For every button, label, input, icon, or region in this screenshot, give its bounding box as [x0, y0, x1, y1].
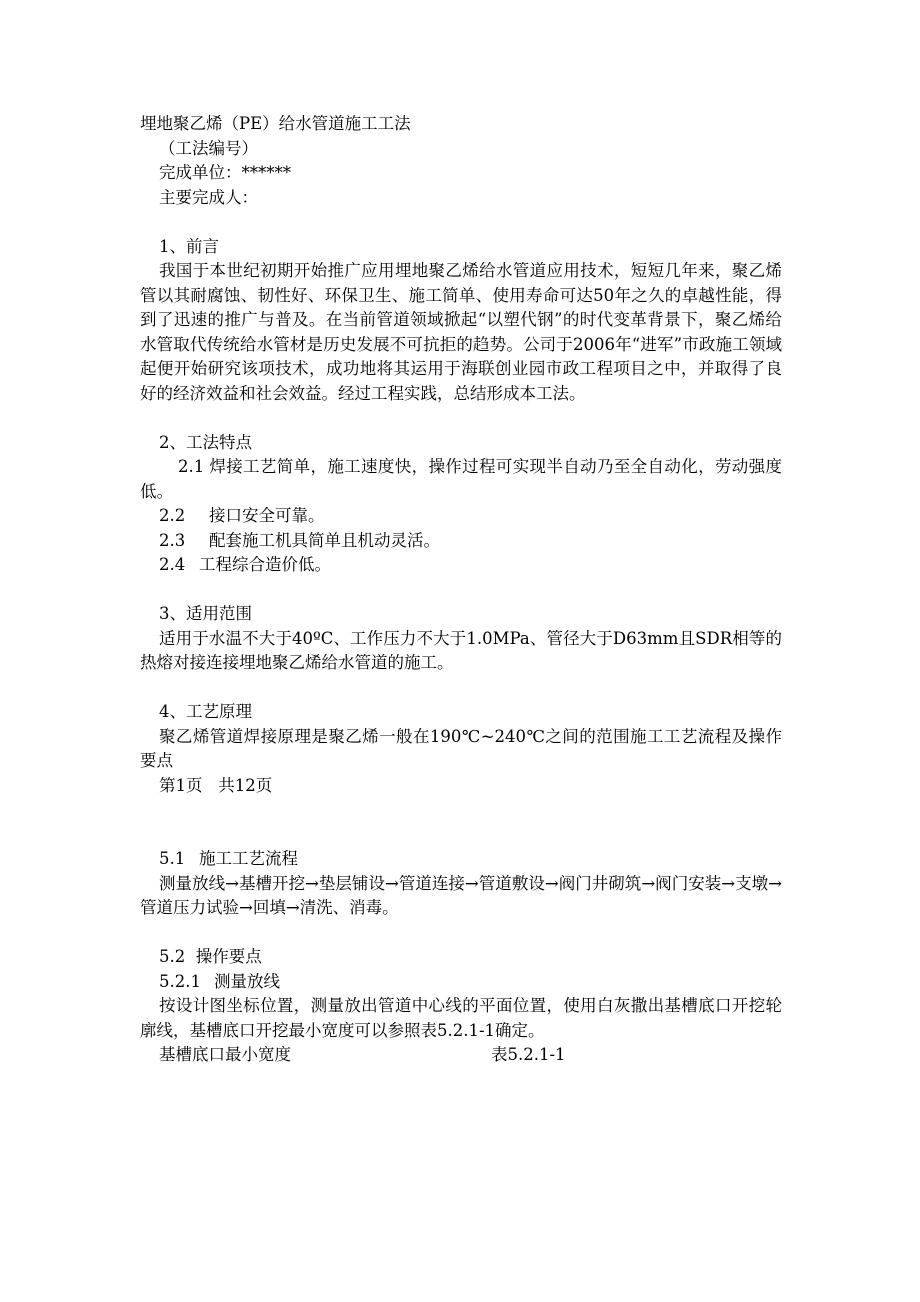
item-text: 配套施工机具简单且机动灵活。 — [209, 530, 440, 550]
section-3-paragraph: 适用于水温不大于40ºC、工作压力不大于1.0MPa、管径大于D63mm且SDR相等的热熔对接连接埋地聚乙烯给水管道的施工。 — [140, 628, 782, 672]
spacer — [140, 676, 782, 701]
section-2-item-4 — [140, 553, 782, 578]
doc-unit: 完成单位：****** — [159, 163, 291, 182]
section-4-heading: 4、工艺原理 — [159, 702, 252, 721]
section-4-paragraph: 聚乙烯管道焊接原理是聚乙烯一般在190℃~240℃之间的范围施工工艺流程及操作要点 — [140, 726, 782, 770]
section-3-heading: 3、适用范围 — [159, 604, 252, 623]
item-number: 2.1 — [178, 457, 205, 476]
section-5-1-heading — [140, 847, 782, 872]
section-5-1-paragraph: 测量放线→基槽开挖→垫层铺设→管道连接→管道敷设→阀门井砌筑→阀门安装→支墩→管道压力试验→回填→清洗、消毒。 — [140, 873, 782, 917]
spacer — [140, 578, 782, 603]
spacer — [140, 210, 782, 235]
section-2-item-2 — [140, 504, 782, 529]
item-number: 2.4 — [159, 555, 186, 574]
section-title: 测量放线 — [214, 971, 280, 991]
section-5-2-1-paragraph: 按设计图坐标位置，测量放出管道中心线的平面位置，使用白灰撒出基槽底口开挖轮廓线，基槽底口开挖最小宽度可以参照表5.2.1-1确定。 — [140, 996, 782, 1040]
table-caption — [140, 1043, 782, 1068]
table-number: 表5.2.1-1 — [491, 1045, 566, 1064]
section-title: 施工工艺流程 — [199, 849, 298, 868]
section-1-paragraph: 我国于本世纪初期开始推广应用埋地聚乙烯给水管道应用技术，短短几年来，聚乙烯管以其耐腐蚀、韧性好、环保卫生、施工简单、使用寿命可达50年之久的卓越性能，得到了迅速的推广与普及。在当前管道领域掀起“以塑代钢”的时代变革背景下，聚乙烯给水管取代传统给水管材是历史发展不可抗拒的趋势。公司于2006年“进军”市政施工领域起便开始研究该项技术，成功地将其运用于海联创业园市政工程项目之中，并取得了良好的经济效益和社会效益。经过工程实践，总结形成本工法。 — [140, 261, 782, 403]
section-2-item-1 — [140, 455, 782, 504]
item-number: 2.2 — [159, 506, 186, 525]
table-title: 基槽底口最小宽度 — [159, 1045, 291, 1064]
spacer — [140, 921, 782, 946]
section-1-heading: 1、前言 — [159, 236, 219, 256]
doc-code: （工法编号） — [159, 138, 258, 158]
section-5-2-heading: 5.2 操作要点 — [159, 947, 262, 966]
item-text: 工程综合造价低。 — [199, 555, 331, 574]
section-number: 5.1 — [159, 849, 186, 868]
section-5-2-1-heading — [140, 970, 782, 995]
spacer — [140, 406, 782, 431]
section-number: 5.2.1 — [159, 971, 201, 991]
item-text: 接口安全可靠。 — [209, 506, 325, 525]
doc-people: 主要完成人： — [159, 187, 258, 207]
document-page — [140, 112, 782, 1068]
page-break — [140, 798, 782, 847]
section-2-heading: 2、工法特点 — [159, 432, 252, 452]
item-number: 2.3 — [159, 530, 186, 550]
page-footer: 第1页 共12页 — [159, 775, 273, 795]
doc-title: 埋地聚乙烯（PE）给水管道施工工法 — [140, 114, 411, 133]
section-2-item-3 — [140, 529, 782, 554]
item-text: 焊接工艺简单，施工速度快，操作过程可实现半自动乃至全自动化，劳动强度低。 — [140, 457, 782, 501]
